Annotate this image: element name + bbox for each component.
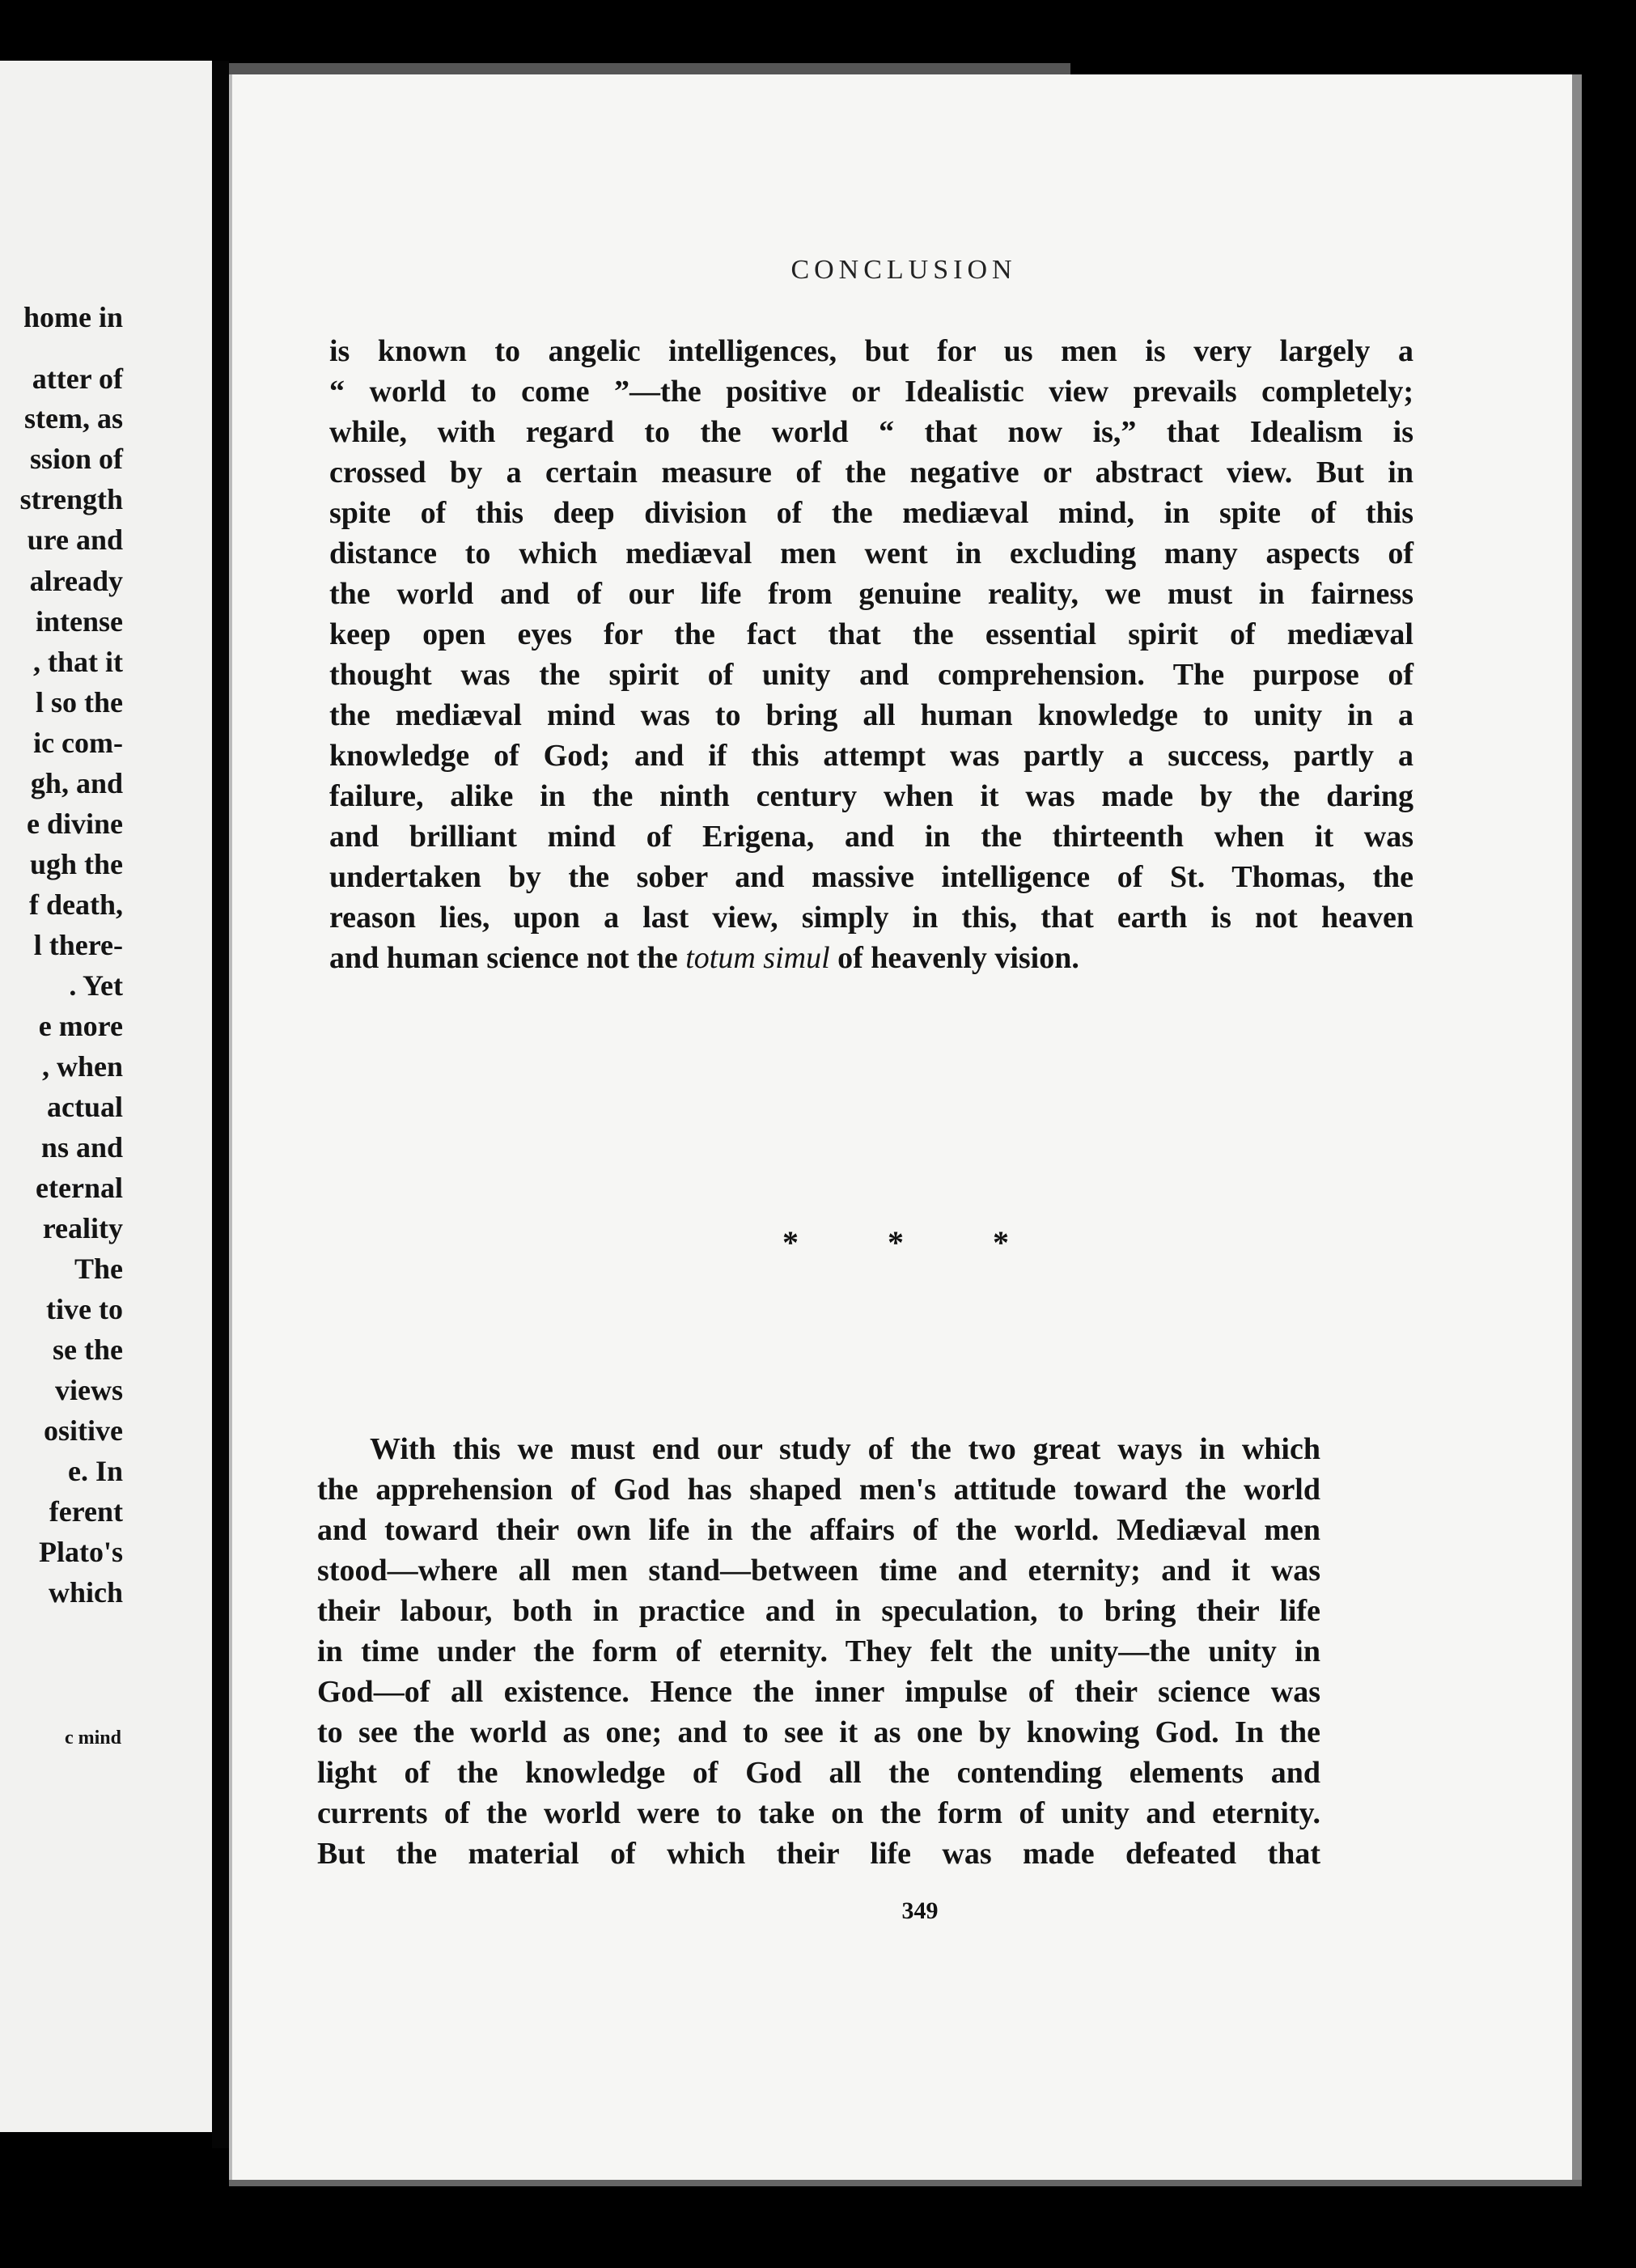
paragraph-line: “ world to come ”—the positive or Idealistic view prevails completely; (329, 375, 1413, 409)
left-page-line: l there- (33, 929, 123, 961)
paragraph-line: spite of this deep division of the mediæval mind, in spite of this (329, 496, 1413, 530)
left-page-line: strength (19, 483, 123, 515)
paragraph-last-line (329, 943, 1413, 973)
paragraph-line: the apprehension of God has shaped men's attitude toward the world (317, 1473, 1320, 1507)
paragraph-line: But the material of which their life was made defeated that (317, 1837, 1320, 1871)
left-page-line: l so the (36, 686, 123, 719)
book-page (229, 74, 1575, 2180)
section-separator: * * * (782, 1224, 1049, 1261)
left-page-line: stem, as (24, 402, 123, 435)
left-page-line: , when (41, 1050, 123, 1083)
left-page-line: already (29, 565, 123, 597)
paragraph-line: undertaken by the sober and massive intelligence of St. Thomas, the (329, 860, 1413, 894)
paragraph-line: God—of all existence. Hence the inner impulse of their science was (317, 1675, 1320, 1709)
paragraph-line: failure, alike in the ninth century when it was made by the daring (329, 779, 1413, 813)
book-gutter (212, 61, 229, 2148)
paragraph-line: is known to angelic intelligences, but for us men is very largely a (329, 334, 1413, 368)
left-page-line: intense (36, 605, 123, 638)
paragraph-line: to see the world as one; and to see it as one by knowing God. In the (317, 1715, 1320, 1749)
italic-phrase: totum simul (685, 941, 830, 975)
left-page-line: gh, and (30, 767, 123, 799)
left-page-line: e more (38, 1010, 123, 1042)
text-run: and human science not the (329, 941, 686, 975)
paragraph-line: keep open eyes for the fact that the essential spirit of mediæval (329, 617, 1413, 651)
paragraph-line: crossed by a certain measure of the negative or abstract view. But in (329, 456, 1413, 490)
left-page-line: Plato's (39, 1536, 123, 1568)
left-page-line: views (55, 1374, 123, 1406)
left-page-line: ferent (49, 1495, 123, 1528)
left-page-footnote: c mind (64, 1727, 121, 1749)
left-page-line: , that it (33, 646, 123, 678)
paragraph-line: while, with regard to the world “ that now is,” that Idealism is (329, 415, 1413, 449)
left-page-line: tive to (46, 1293, 123, 1325)
left-page-line: f death, (29, 888, 123, 921)
page-bottom-edge (229, 2180, 1582, 2186)
paragraph-line: light of the knowledge of God all the contending elements and (317, 1756, 1320, 1790)
left-page-line: . Yet (69, 969, 123, 1002)
text-run: of heavenly vision. (829, 941, 1079, 975)
left-page-line: actual (47, 1091, 123, 1123)
left-page-line: which (48, 1576, 123, 1609)
left-page-line: ure and (27, 524, 123, 556)
left-page-line: home in (23, 301, 123, 333)
running-header: CONCLUSION (790, 255, 1017, 285)
paragraph-line: distance to which mediæval men went in excluding many aspects of (329, 536, 1413, 570)
left-page-line: e divine (26, 808, 123, 840)
paragraph-line: thought was the spirit of unity and comprehension. The purpose of (329, 658, 1413, 692)
paragraph-line: stood—where all men stand—between time and eternity; and it was (317, 1554, 1320, 1588)
left-page-line: reality (42, 1212, 123, 1244)
left-page-line: e. In (67, 1455, 123, 1487)
page-top-shadow (229, 63, 1070, 74)
paragraph-line: the world and of our life from genuine reality, we must in fairness (329, 577, 1413, 611)
left-page-line: atter of (32, 362, 123, 395)
left-facing-page (0, 61, 212, 2132)
page-number: 349 (901, 1897, 939, 1924)
left-page-line: ugh the (29, 848, 123, 880)
paragraph-line: knowledge of God; and if this attempt was partly a success, partly a (329, 739, 1413, 773)
paragraph-line: their labour, both in practice and in speculation, to bring their life (317, 1594, 1320, 1628)
left-page-line: ssion of (29, 443, 123, 475)
left-page-line: The (74, 1253, 123, 1285)
paragraph-line: in time under the form of eternity. They felt the unity—the unity in (317, 1634, 1320, 1668)
left-page-line: ic com- (33, 727, 123, 759)
paragraph-line: the mediæval mind was to bring all human knowledge to unity in a (329, 698, 1413, 732)
paragraph-line: and brilliant mind of Erigena, and in the thirteenth when it was (329, 820, 1413, 854)
paragraph-line: reason lies, upon a last view, simply in this, that earth is not heaven (329, 901, 1413, 935)
left-page-line: eternal (36, 1172, 123, 1204)
left-page-line: ositive (44, 1414, 123, 1447)
paragraph-line: currents of the world were to take on the form of unity and eternity. (317, 1796, 1320, 1830)
paragraph-line: and toward their own life in the affairs of the world. Mediæval men (317, 1513, 1320, 1547)
left-page-line: se the (53, 1333, 123, 1366)
left-page-line: ns and (40, 1131, 123, 1164)
page-right-edge (1572, 74, 1582, 2180)
paragraph-line: With this we must end our study of the two great ways in which (370, 1432, 1320, 1466)
